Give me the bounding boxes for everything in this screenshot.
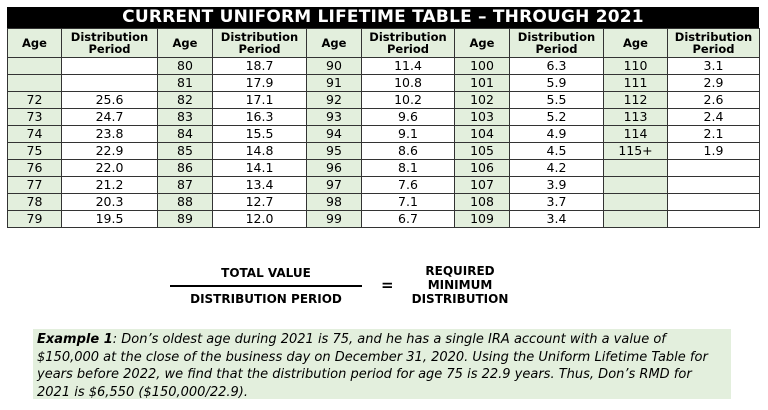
age-cell [8, 58, 62, 75]
result-line: MINIMUM [427, 278, 493, 292]
distribution-period-cell: 2.4 [668, 109, 760, 126]
table-row [8, 143, 760, 160]
result-line: REQUIRED [425, 264, 495, 278]
distribution-period-cell: 8.6 [362, 143, 455, 160]
distribution-period-cell: 5.5 [510, 92, 604, 109]
age-cell: 89 [158, 211, 213, 228]
distribution-period-cell [62, 75, 158, 92]
distribution-period-cell: 21.2 [62, 177, 158, 194]
age-cell: 99 [307, 211, 362, 228]
age-cell: 109 [455, 211, 510, 228]
table-row [8, 211, 760, 228]
age-cell: 75 [8, 143, 62, 160]
distribution-period-cell: 9.6 [362, 109, 455, 126]
distribution-period-cell: 4.2 [510, 160, 604, 177]
distribution-period-cell: 15.5 [213, 126, 307, 143]
age-cell: 115+ [604, 143, 668, 160]
distribution-period-cell: 10.8 [362, 75, 455, 92]
age-cell: 80 [158, 58, 213, 75]
table-row [8, 177, 760, 194]
age-cell: 93 [307, 109, 362, 126]
distribution-period-cell: 11.4 [362, 58, 455, 75]
distribution-period-cell: 4.9 [510, 126, 604, 143]
distribution-period-cell: 25.6 [62, 92, 158, 109]
table-row [8, 58, 760, 75]
age-cell: 112 [604, 92, 668, 109]
age-cell: 74 [8, 126, 62, 143]
age-cell: 107 [455, 177, 510, 194]
age-cell: 92 [307, 92, 362, 109]
age-cell: 103 [455, 109, 510, 126]
age-cell: 100 [455, 58, 510, 75]
table-body [8, 58, 760, 228]
age-cell: 87 [158, 177, 213, 194]
example-label: Example 1 [37, 332, 113, 347]
distribution-period-header: Distribution Period [62, 29, 158, 58]
distribution-period-cell [668, 160, 760, 177]
distribution-period-header: Distribution Period [510, 29, 604, 58]
distribution-period-cell: 2.6 [668, 92, 760, 109]
distribution-period-cell: 17.1 [213, 92, 307, 109]
age-header: Age [455, 29, 510, 58]
age-header: Age [158, 29, 213, 58]
age-cell [8, 75, 62, 92]
age-cell: 101 [455, 75, 510, 92]
distribution-period-cell: 22.9 [62, 143, 158, 160]
age-cell: 83 [158, 109, 213, 126]
distribution-period-cell: 23.8 [62, 126, 158, 143]
table-row [8, 92, 760, 109]
distribution-period-cell: 19.5 [62, 211, 158, 228]
age-cell [604, 211, 668, 228]
equals-sign: = [381, 276, 394, 294]
distribution-period-cell [668, 177, 760, 194]
age-cell: 85 [158, 143, 213, 160]
table-title: CURRENT UNIFORM LIFETIME TABLE – THROUGH 2021 [7, 7, 759, 28]
distribution-period-cell: 12.0 [213, 211, 307, 228]
distribution-period-cell: 24.7 [62, 109, 158, 126]
formula-numerator: TOTAL VALUE [221, 266, 311, 280]
distribution-period-cell: 13.4 [213, 177, 307, 194]
distribution-period-cell: 5.2 [510, 109, 604, 126]
age-cell: 81 [158, 75, 213, 92]
table-row [8, 194, 760, 211]
table-row [8, 126, 760, 143]
distribution-period-cell [668, 211, 760, 228]
formula-denominator: DISTRIBUTION PERIOD [190, 292, 342, 306]
distribution-period-header: Distribution Period [213, 29, 307, 58]
age-cell: 110 [604, 58, 668, 75]
rmd-formula [0, 262, 768, 312]
distribution-period-cell: 8.1 [362, 160, 455, 177]
uniform-lifetime-table [7, 28, 760, 228]
distribution-period-cell: 20.3 [62, 194, 158, 211]
age-cell: 98 [307, 194, 362, 211]
distribution-period-header: Distribution Period [362, 29, 455, 58]
age-header: Age [8, 29, 62, 58]
age-cell: 113 [604, 109, 668, 126]
age-cell: 73 [8, 109, 62, 126]
distribution-period-cell [62, 58, 158, 75]
distribution-period-cell: 17.9 [213, 75, 307, 92]
distribution-period-cell: 6.7 [362, 211, 455, 228]
distribution-period-cell: 3.7 [510, 194, 604, 211]
distribution-period-cell: 14.8 [213, 143, 307, 160]
header-row [8, 29, 760, 58]
age-cell: 88 [158, 194, 213, 211]
age-cell: 84 [158, 126, 213, 143]
distribution-period-cell: 7.6 [362, 177, 455, 194]
distribution-period-cell: 16.3 [213, 109, 307, 126]
age-cell: 77 [8, 177, 62, 194]
age-cell: 94 [307, 126, 362, 143]
age-cell: 78 [8, 194, 62, 211]
age-cell: 102 [455, 92, 510, 109]
age-cell: 82 [158, 92, 213, 109]
fraction-bar [170, 285, 362, 287]
distribution-period-cell: 3.9 [510, 177, 604, 194]
distribution-period-cell: 3.1 [668, 58, 760, 75]
table-row [8, 109, 760, 126]
table-row [8, 75, 760, 92]
distribution-period-cell: 10.2 [362, 92, 455, 109]
distribution-period-cell: 2.9 [668, 75, 760, 92]
distribution-period-cell: 2.1 [668, 126, 760, 143]
age-cell: 90 [307, 58, 362, 75]
age-cell: 79 [8, 211, 62, 228]
distribution-period-cell: 3.4 [510, 211, 604, 228]
distribution-period-cell: 1.9 [668, 143, 760, 160]
age-cell: 104 [455, 126, 510, 143]
age-cell: 97 [307, 177, 362, 194]
distribution-period-cell: 12.7 [213, 194, 307, 211]
age-cell: 111 [604, 75, 668, 92]
age-cell [604, 194, 668, 211]
distribution-period-cell: 5.9 [510, 75, 604, 92]
distribution-period-cell: 6.3 [510, 58, 604, 75]
age-header: Age [307, 29, 362, 58]
age-cell: 76 [8, 160, 62, 177]
age-cell: 106 [455, 160, 510, 177]
age-cell: 108 [455, 194, 510, 211]
distribution-period-cell: 14.1 [213, 160, 307, 177]
distribution-period-cell: 22.0 [62, 160, 158, 177]
distribution-period-cell: 7.1 [362, 194, 455, 211]
age-header: Age [604, 29, 668, 58]
distribution-period-header: Distribution Period [668, 29, 760, 58]
age-cell: 72 [8, 92, 62, 109]
age-cell [604, 177, 668, 194]
age-cell [604, 160, 668, 177]
distribution-period-cell: 4.5 [510, 143, 604, 160]
result-line: DISTRIBUTION [411, 292, 509, 306]
age-cell: 95 [307, 143, 362, 160]
age-cell: 86 [158, 160, 213, 177]
distribution-period-cell [668, 194, 760, 211]
example-text: : Don’s oldest age during 2021 is 75, and he has a single IRA account with a value of $150,000 at the close of the business day on December 31, 2020. Using the Uniform Lifetime Table for years before 2022, we find that the distribution period for age 75 is 22.9 years. Thus, Don’s RMD for 2021 is $6,550 ($150,000/22.9). [37, 332, 708, 400]
age-cell: 96 [307, 160, 362, 177]
age-cell: 105 [455, 143, 510, 160]
example-box [33, 329, 731, 399]
formula-result [400, 264, 520, 306]
age-cell: 91 [307, 75, 362, 92]
table-row [8, 160, 760, 177]
distribution-period-cell: 9.1 [362, 126, 455, 143]
age-cell: 114 [604, 126, 668, 143]
distribution-period-cell: 18.7 [213, 58, 307, 75]
